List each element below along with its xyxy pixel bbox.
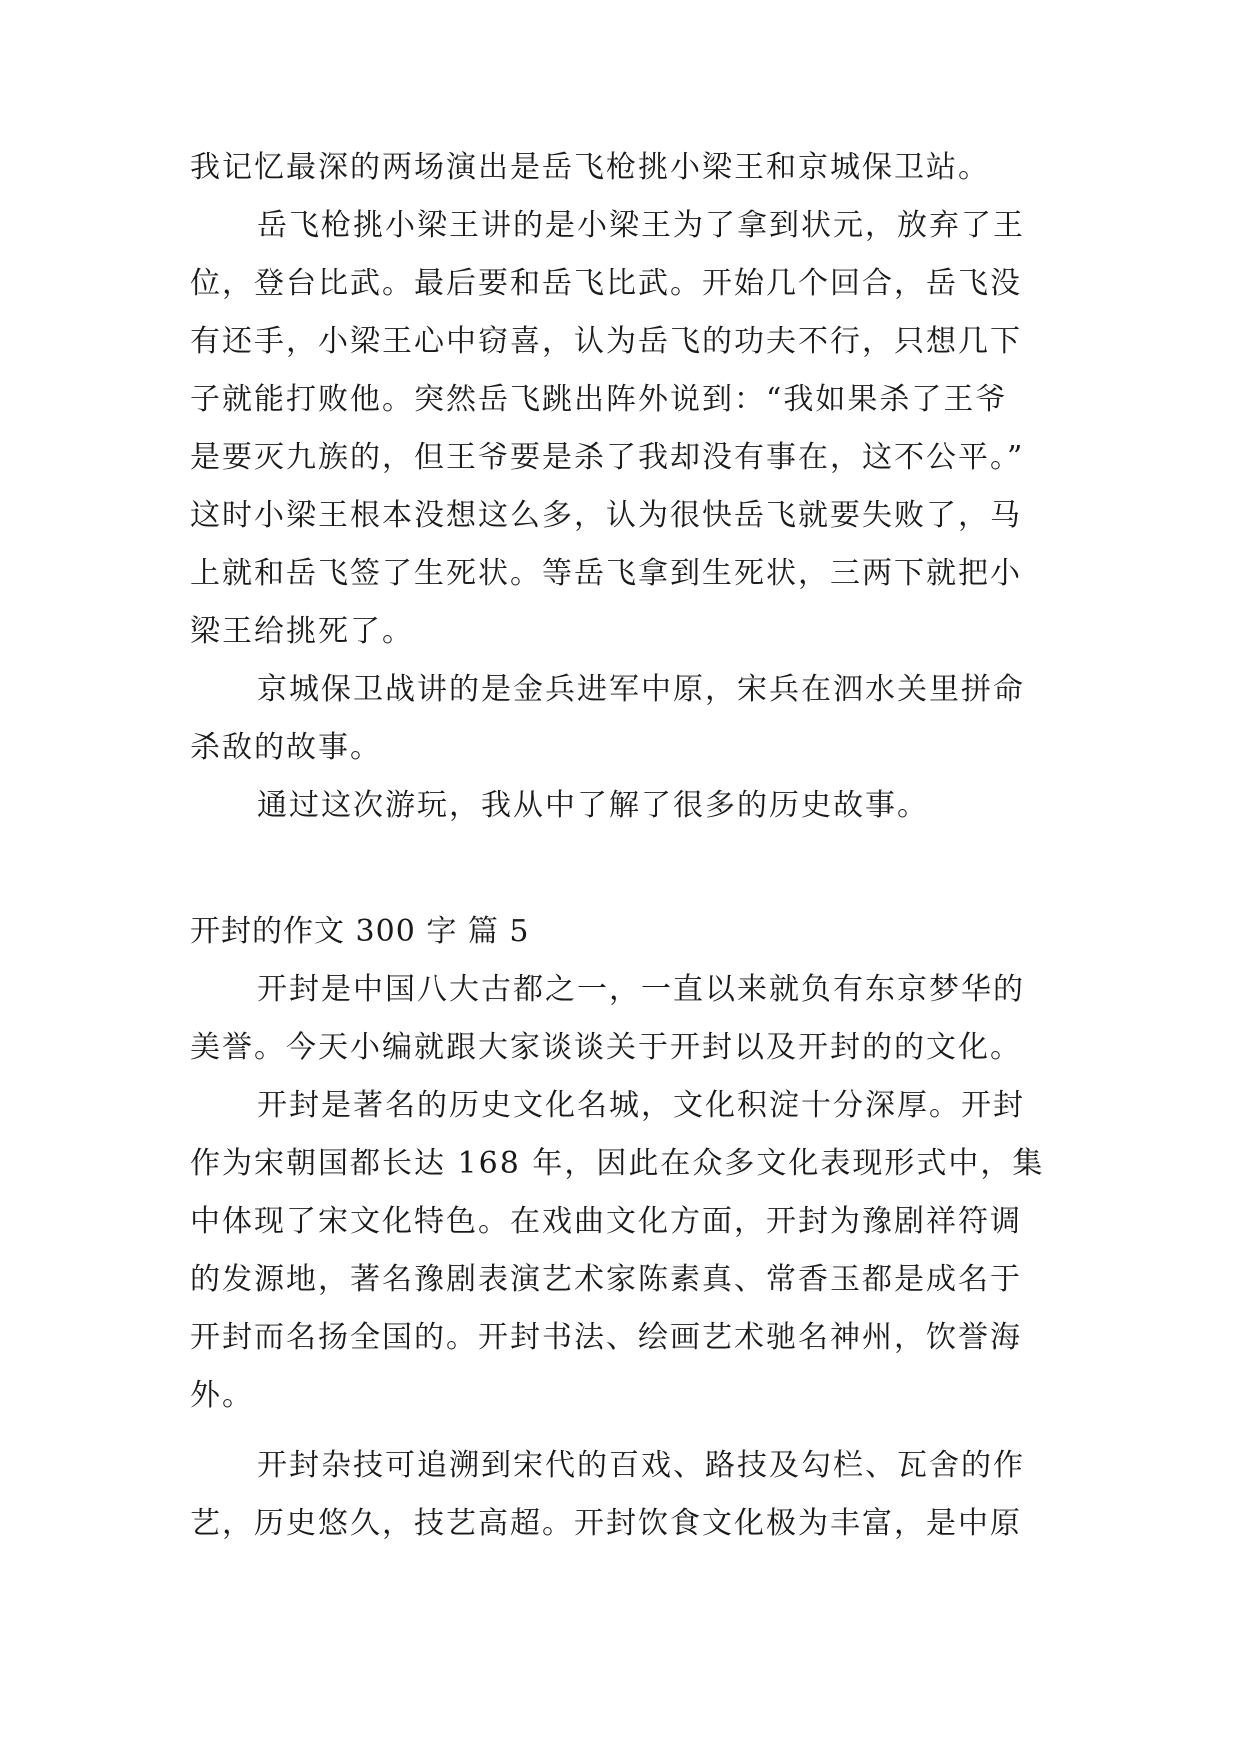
paragraph-line: 开封杂技可追溯到宋代的百戏、路技及勾栏、瓦舍的作 [257, 1448, 1025, 1483]
paragraph-line: 作为宋朝国都长达 168 年，因此在众多文化表现形式中，集 [190, 1146, 1045, 1181]
paragraph-line: 有还手，小梁王心中窃喜，认为岳飞的功夫不行，只想几下 [190, 324, 1022, 359]
paragraph-line: 位，登台比武。最后要和岳飞比武。开始几个回合，岳飞没 [190, 266, 1022, 301]
paragraph-line: 梁王给挑死了。 [190, 614, 414, 649]
paragraph-line: 美誉。今天小编就跟大家谈谈关于开封以及开封的的文化。 [190, 1030, 1022, 1065]
section-heading: 开封的作文 300 字 篇 5 [190, 914, 530, 949]
paragraph-line: 我记忆最深的两场演出是岳飞枪挑小梁王和京城保卫站。 [190, 150, 990, 185]
paragraph-line: 艺，历史悠久，技艺高超。开封饮食文化极为丰富，是中原 [190, 1506, 1022, 1541]
paragraph-line: 的发源地，著名豫剧表演艺术家陈素真、常香玉都是成名于 [190, 1262, 1022, 1297]
paragraph-line: 通过这次游玩，我从中了解了很多的历史故事。 [257, 788, 929, 823]
paragraph-line: 开封而名扬全国的。开封书法、绘画艺术驰名神州，饮誉海 [190, 1320, 1022, 1355]
paragraph-line: 岳飞枪挑小梁王讲的是小梁王为了拿到状元，放弃了王 [257, 208, 1025, 243]
paragraph-line: 这时小梁王根本没想这么多，认为很快岳飞就要失败了，马 [190, 498, 1022, 533]
paragraph-line: 中体现了宋文化特色。在戏曲文化方面，开封为豫剧祥符调 [190, 1204, 1022, 1239]
paragraph-line: 开封是中国八大古都之一，一直以来就负有东京梦华的 [257, 972, 1025, 1007]
paragraph-line: 开封是著名的历史文化名城，文化积淀十分深厚。开封 [257, 1088, 1025, 1123]
paragraph-line: 京城保卫战讲的是金兵进军中原，宋兵在泗水关里拼命 [257, 672, 1025, 707]
paragraph-line: 子就能打败他。突然岳飞跳出阵外说到：“我如果杀了王爷 [190, 382, 1008, 417]
paragraph-line: 外。 [190, 1378, 254, 1413]
paragraph-line: 是要灭九族的，但王爷要是杀了我却没有事在，这不公平。” [190, 440, 1025, 475]
paragraph-line: 杀敌的故事。 [190, 730, 382, 765]
paragraph-line: 上就和岳飞签了生死状。等岳飞拿到生死状，三两下就把小 [190, 556, 1022, 591]
